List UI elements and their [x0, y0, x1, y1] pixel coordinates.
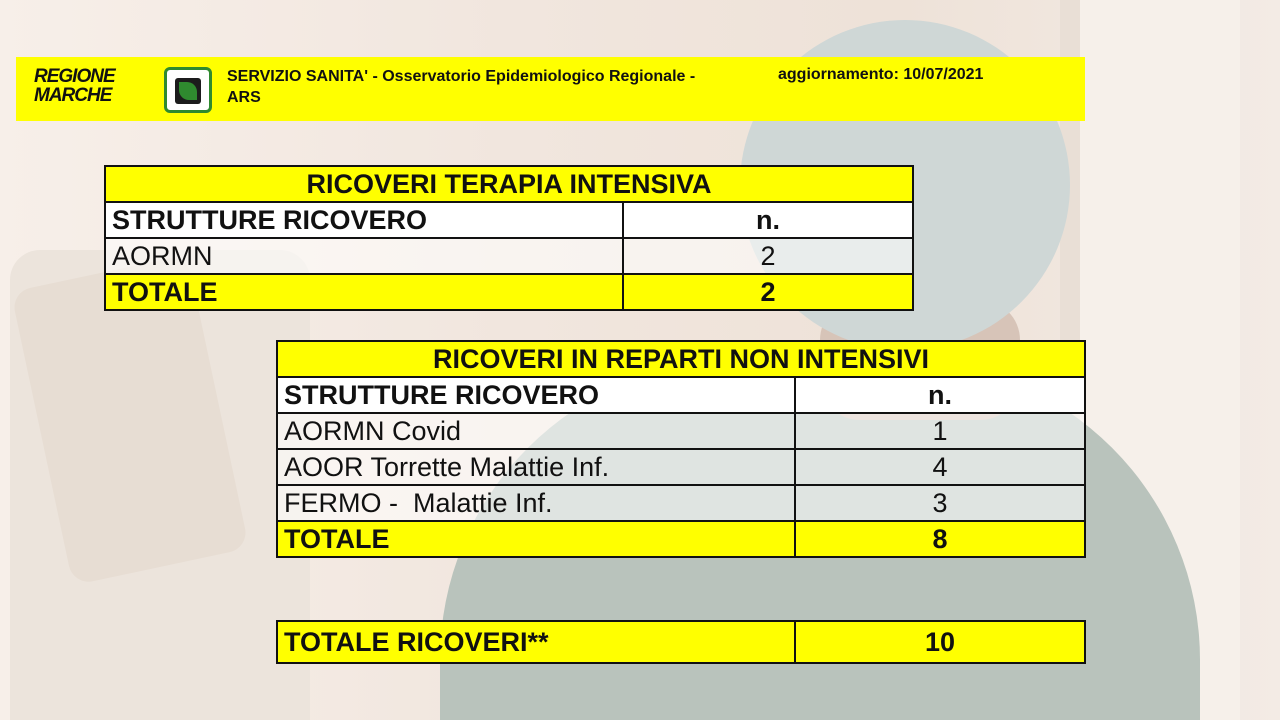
grand-total-table: [276, 620, 1086, 664]
header-banner: [16, 57, 1085, 121]
update-date: aggiornamento: 10/07/2021: [778, 66, 984, 83]
icu-row-n: 2: [623, 238, 913, 274]
non-icu-row-n: 1: [795, 413, 1085, 449]
service-title: SERVIZIO SANITA' - Osservatorio Epidemiologico Regionale - ARS: [227, 68, 696, 106]
icu-row-name: AORMN: [105, 238, 623, 274]
non-icu-title: RICOVERI IN REPARTI NON INTENSIVI: [277, 341, 1085, 377]
non-icu-col-n: n.: [795, 377, 1085, 413]
non-icu-row-name: AORMN Covid: [277, 413, 795, 449]
logo-emblem-icon: [164, 67, 212, 113]
logo-text: REGIONE MARCHE: [34, 66, 115, 106]
non-icu-col-structure: STRUTTURE RICOVERO: [277, 377, 795, 413]
non-icu-row-n: 3: [795, 485, 1085, 521]
non-icu-row-n: 4: [795, 449, 1085, 485]
grand-total-label: TOTALE RICOVERI**: [277, 621, 795, 663]
non-icu-total-label: TOTALE: [277, 521, 795, 557]
icu-total-label: TOTALE: [105, 274, 623, 310]
icu-table: [104, 165, 914, 311]
grand-total-value: 10: [795, 621, 1085, 663]
table-row: [277, 449, 1085, 485]
non-icu-table: [276, 340, 1086, 558]
non-icu-total-value: 8: [795, 521, 1085, 557]
non-icu-row-name: AOOR Torrette Malattie Inf.: [277, 449, 795, 485]
non-icu-row-name: FERMO - Malattie Inf.: [277, 485, 795, 521]
table-row: [277, 485, 1085, 521]
icu-col-n: n.: [623, 202, 913, 238]
regione-marche-logo: [34, 67, 204, 115]
table-row: [277, 413, 1085, 449]
icu-total-value: 2: [623, 274, 913, 310]
icu-title: RICOVERI TERAPIA INTENSIVA: [105, 166, 913, 202]
icu-col-structure: STRUTTURE RICOVERO: [105, 202, 623, 238]
table-row: [105, 238, 913, 274]
